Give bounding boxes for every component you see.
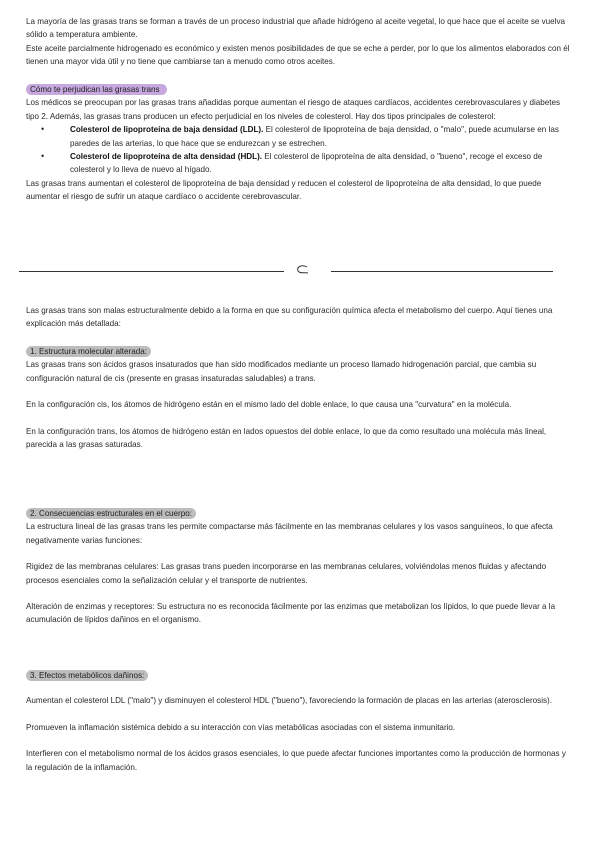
section-1 (26, 345, 574, 451)
intro-paragraph-2: Este aceite parcialmente hidrogenado es económico y existen menos posibilidades de que se eche a perder, por lo que los alimentos elaborados con él tienen una mayor vida útil y no tiene que cambiarse tan a menudo como otros aceites. (26, 43, 570, 67)
section-2-paragraph-3: Alteración de enzimas y receptores: Su estructura no es reconocida fácilmente por las enzimas que metabolizan los lípidos, lo que puede llevar a la acumulación de lípidos dañinos en el organismo. (26, 602, 556, 625)
section-1-paragraph-2: En la configuración cis, los átomos de hidrógeno están en el mismo lado del doble enlace, lo que causa una "curvatura" en la molécula. (26, 400, 512, 410)
section-1-paragraph-1: Las grasas trans son ácidos grasos insaturados que han sido modificados mediante un proceso llamado hidrogenación parcial, que cambia su configuración natural de cis (presente en grasas insaturadas saludables) a trans. (26, 360, 537, 383)
list-item (26, 123, 574, 150)
section-2-heading: 2. Consecuencias estructurales en el cuerpo: (26, 508, 196, 519)
structure-intro-paragraph: Las grasas trans son malas estructuralmente debido a la forma en que su configuración química afecta el metabolismo del cuerpo. Aquí tienes una explicación más detallada: (26, 306, 553, 329)
section-3-paragraph-1: Aumentan el colesterol LDL ("malo") y disminuyen el colesterol HDL ("bueno"), favoreciendo la formación de placas en las arterias (aterosclerosis). (26, 696, 552, 706)
harm-section (26, 83, 574, 204)
section-2 (26, 507, 574, 627)
cholesterol-list (26, 123, 574, 177)
intro-paragraph-1: La mayoría de las grasas trans se forman a través de un proceso industrial que añade hidrógeno al aceite vegetal, lo que hace que el aceite se vuelva sólido a temperatura ambiente. (26, 17, 566, 40)
intro-section (26, 15, 574, 69)
structure-intro (26, 304, 574, 331)
list-item-text: El colesterol de lipoproteína de alta densidad, o "bueno", recoge el exceso de colesterol y lo lleva de nuevo al hígado. (70, 152, 543, 175)
list-item-text: El colesterol de lipoproteína de baja densidad, o "malo", puede acumularse en las paredes de las arterias, lo que hace que se endurezcan y se estrechen. (70, 125, 559, 148)
section-3-paragraph-2: Promueven la inflamación sistémica debido a su interacción con vías metabólicas asociadas con el sistema inmunitario. (26, 722, 456, 732)
bullet-icon: • (41, 151, 45, 162)
harm-paragraph-2: Las grasas trans aumentan el colesterol de lipoproteína de baja densidad y reducen el colesterol de lipoproteína de alta densidad, lo que puede aumentar el riesgo de sufrir un ataque cardíaco o accidente cerebrovascular. (26, 178, 542, 202)
divider-right (331, 271, 553, 272)
curl-ornament-icon (293, 262, 313, 276)
section-1-paragraph-3: En la configuración trans, los átomos de hidrógeno están en lados opuestos del doble enlace, lo que da como resultado una molécula más lineal, parecida a las grasas saturadas. (26, 426, 547, 450)
section-3-heading: 3. Efectos metabólicos dañinos: (26, 670, 148, 681)
section-3 (26, 669, 574, 774)
divider-left (19, 271, 284, 272)
harm-paragraph-1: Los médicos se preocupan por las grasas trans añadidas porque aumentan el riesgo de ataques cardíacos, accidentes cerebrovasculares y diabetes tipo 2. Además, las grasas trans producen un efecto perjudicial en los niveles de colesterol. Hay dos tipos principales de colesterol: (26, 98, 561, 121)
harm-heading: Cómo te perjudican las grasas trans (26, 84, 167, 95)
section-3-paragraph-3: Interfieren con el metabolismo normal de los ácidos grasos esenciales, lo que puede afectar funciones importantes como la producción de hormonas y la regulación de la inflamación. (26, 749, 566, 772)
list-item-title: Colesterol de lipoproteína de baja densidad (LDL). (70, 125, 264, 135)
section-2-paragraph-1: La estructura lineal de las grasas trans les permite compactarse más fácilmente en las membranas celulares y los vasos sanguíneos, lo que afecta negativamente varias funciones: (26, 522, 553, 545)
section-2-paragraph-2: Rigidez de las membranas celulares: Las grasas trans pueden incorporarse en las membranas celulares, volviéndolas menos fluidas y afectando procesos esenciales como la señalización celular y el transporte de nutrientes. (26, 562, 547, 585)
bullet-icon: • (41, 124, 45, 135)
section-1-heading: 1. Estructura molecular alterada: (26, 346, 151, 357)
list-item-title: Colesterol de lipoproteína de alta densidad (HDL). (70, 152, 263, 162)
list-item (26, 150, 574, 177)
